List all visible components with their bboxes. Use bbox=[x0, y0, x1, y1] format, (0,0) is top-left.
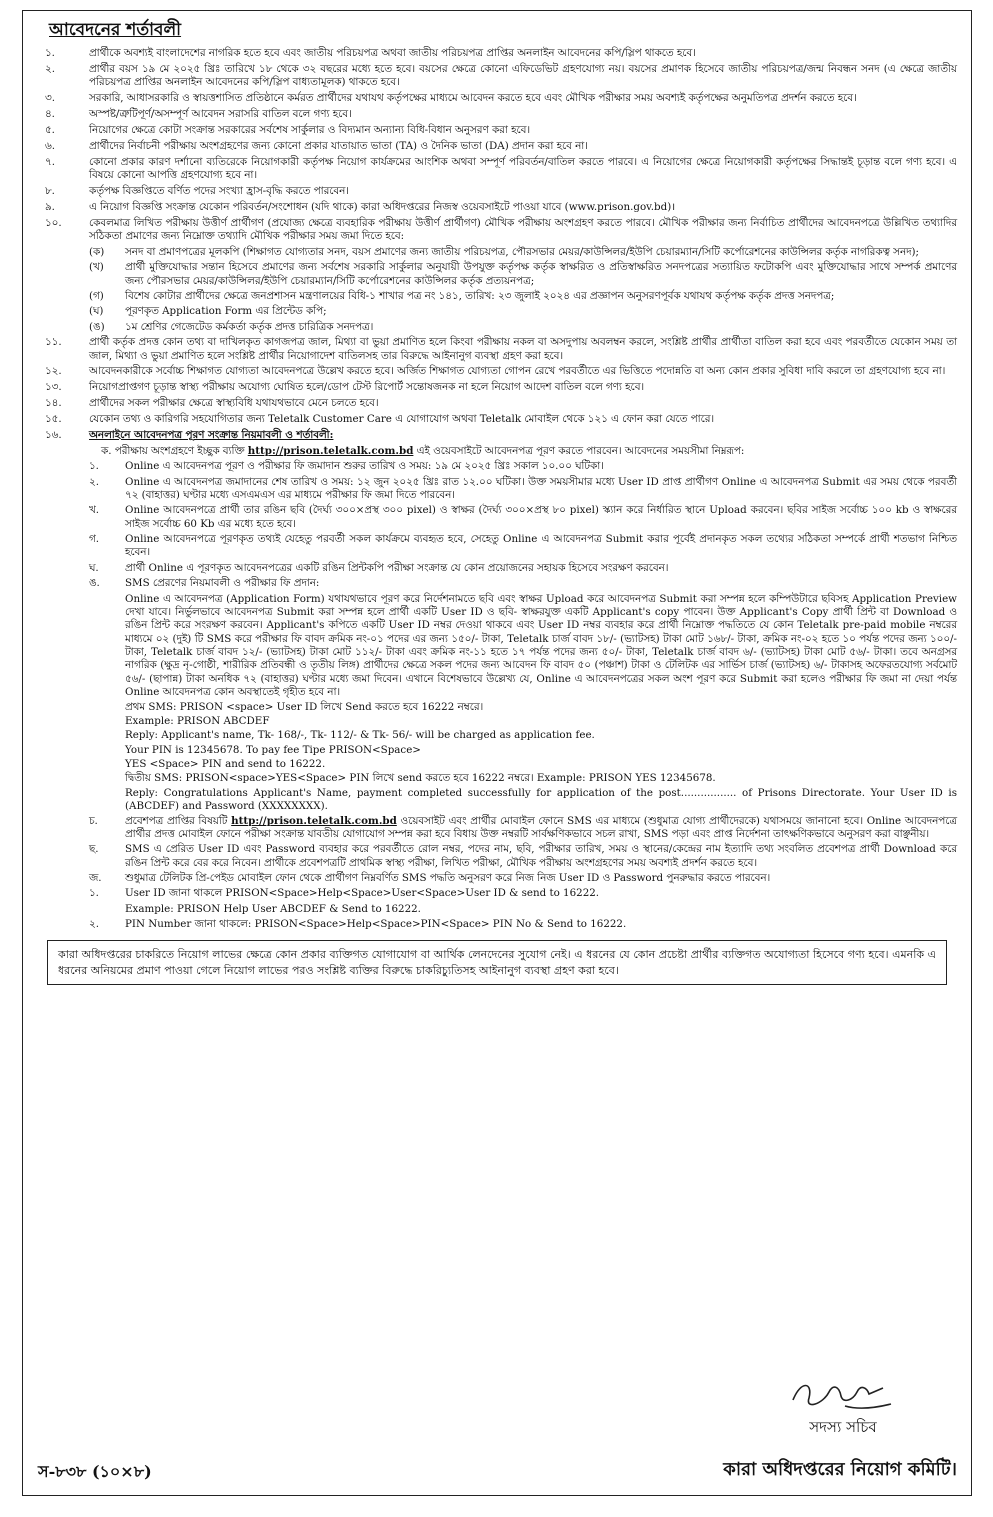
item-text: Online এ আবেদনপত্র জমাদানের শেষ তারিখ ও সময়: ১২ জুন ২০২৫ খ্রিঃ রাত ১২.০০ ঘটিকা। উক্ত সময়সীমার মধ্যে User ID প্রাপ্ত প্রার্থীগণ Online এ আবেদনপত্র Submit এর সময় থেকে পরবর্তী ৭২ (বাহাত্তর) ঘণ্টার মধ্যে এসএমএস এর মাধ্যমে পরীক্ষার ফি জমা দিতে পারবেন। bbox=[125, 475, 957, 501]
document-frame bbox=[22, 10, 972, 1496]
item-text: যেকোন তথ্য ও কারিগরি সহযোগিতার জন্য Teletalk Customer Care এ যোগাযোগ অথবা Teletalk মোবাইল থেকে ১২১ এ ফোন করা যেতে পারে। bbox=[89, 413, 715, 426]
sms-line: প্রথম SMS: PRISON <space> User ID লিখে Send করতে হবে 16222 নম্বরে। bbox=[125, 700, 484, 713]
chha-number: ছ. bbox=[89, 843, 99, 856]
sms-line: দ্বিতীয় SMS: PRISON<space>YES<Space> PIN লিখে send করতে হবে 16222 নম্বরে। Example: PRISON YES 12345678. bbox=[125, 772, 716, 785]
sms-paragraph: Online এ আবেদনপত্র (Application Form) যথাযথভাবে পূরণ করে নির্দেশনামতে ছবি এবং স্বাক্ষর Upload করে আবেদনপত্র Submit করা সম্পন্ন হলে কম্পিউটারে ছবিসহ Application Preview দেখা যাবে। নির্ভুলভাবে আবেদনপত্র Submit করা সম্পন্ন হলে প্রার্থী একটি User ID ও ছবি- স্বাক্ষরযুক্ত একটি Applicant's copy পাবেন। উক্ত Applicant's Copy প্রার্থী প্রিন্ট বা Download ও রঙিন প্রিন্ট করে সংরক্ষণ করবেন। Applicant's কপিতে একটি User ID নম্বর দেওয়া থাকবে এবং User ID নম্বর ব্যবহার করে প্রার্থী নিম্নোক্ত পদ্ধতিতে যে কোন Teletalk pre-paid mobile নম্বরের মাধ্যমে ০২ (দুই) টি SMS করে পরীক্ষার ফি বাবদ ক্রমিক নং-০১ পদের এর জন্য ১৫০/- টাকা, Teletalk চার্জ বাবদ ১৮/- (ভ্যাটসহ) টাকা মোট ১৬৮/- টাকা, ক্রমিক নং-০২ হতে ১০ পর্যন্ত পদের জন্য ১০০/- টাকা, Teletalk চার্জ বাবদ ১২/- (ভ্যাটসহ) টাকা মোট ১১২/- টাকা এবং ক্রমিক নং-১১ হতে ১৭ পর্যন্ত পদের জন্য ৫০/- টাকা, Teletalk চার্জ বাবদ ৬/- (ভ্যাটসহ) টাকা মোট ৫৬/- টাকা। তবে অনগ্রসর নাগরিক (ক্ষুদ্র নৃ-গোষ্ঠী, শারীরিক প্রতিবন্ধী ও তৃতীয় লিঙ্গ) প্রার্থীদের ক্ষেত্রে সকল পদের জন্য আবেদন ফি বাবদ ৫০ (পঞ্চাশ) টাকা ও টেলিটক এর সার্ভিস চার্জ (ভ্যাটসহ) ৬/- টাকাসহ অফেরতযোগ্য সর্বমোট ৫৬/- (ছাপান্ন) টাকা অনধিক ৭২ (বাহাত্তর) ঘণ্টার মধ্যে জমা দিবেন। এখানে বিশেষভাবে উল্লেখ্য যে, Online এ আবেদনপত্রের সকল অংশ পূরণ করে Submit করা হলেও পরীক্ষার ফি জমা না দেয়া পর্যন্ত Online আবেদনপত্র কোন অবস্থাতেই গৃহীত হবে না। bbox=[125, 592, 957, 699]
item-number: ঘ. bbox=[89, 561, 99, 574]
ja-number: জ. bbox=[89, 872, 102, 885]
sub-item bbox=[89, 504, 957, 531]
sub-item bbox=[89, 476, 957, 503]
item-number: খ. bbox=[89, 504, 100, 517]
recovery-list bbox=[37, 887, 957, 931]
item-number: (ক) bbox=[89, 245, 105, 258]
chha-text: SMS এ প্রেরিত User ID এবং Password ব্যবহার করে পরবর্তীতে রোল নম্বর, পদের নাম, ছবি, পরীক্ষার তারিখ, সময় ও স্থানের/কেন্দ্রের নাম ইত্যাদি তথ্য সংবলিত প্রবেশপত্র প্রার্থী Download করে রঙিন প্রিন্ট করে বের করে নিবেন। প্রার্থীকে প্রবেশপত্রটি প্রাথমিক স্বাস্থ্য পরীক্ষা, লিখিত পরীক্ষা, মৌখিক পরীক্ষায় অংশগ্রহণের সময় অবশ্যই প্রদর্শন করতে হবে। bbox=[125, 843, 957, 869]
condition-item bbox=[37, 92, 957, 105]
committee-name: কারা অধিদপ্তরের নিয়োগ কমিটি। bbox=[723, 1459, 957, 1480]
sms-line: Your PIN is 12345678. To pay fee Tipe PRISON<Space> bbox=[125, 743, 421, 756]
item-text: User ID জানা থাকলে PRISON<Space>Help<Space>User<Space>User ID & send to 16222. bbox=[125, 887, 600, 900]
item-text: SMS প্রেরণের নিয়মাবলী ও পরীক্ষার ফি প্রদান: bbox=[125, 577, 320, 590]
section-title: আবেদনের শর্তাবলী bbox=[49, 20, 182, 40]
condition-item bbox=[37, 413, 957, 426]
chha-item bbox=[89, 843, 957, 870]
item-number: ৮. bbox=[45, 184, 55, 197]
item-text: সরকারি, আধাসরকারি ও স্বায়ত্তশাসিত প্রতিষ্ঠানে কর্মরত প্রার্থীদের যথাযথ কর্তৃপক্ষের মাধ্যমে আবেদন করতে হবে এবং মৌখিক পরীক্ষার সময় অবশ্যই কর্তৃপক্ষের অনুমতিপত্র প্রদর্শন করতে হবে। bbox=[89, 92, 857, 105]
item-text: অস্পষ্ট/ত্রুটিপূর্ণ/অসম্পূর্ণ আবেদন সরাসরি বাতিল বলে গণ্য হবে। bbox=[89, 108, 352, 121]
item-number: ২. bbox=[89, 918, 99, 931]
item-number: ১৫. bbox=[45, 413, 62, 426]
item-text: Online আবেদনপত্রে প্রার্থী তার রঙিন ছবি (দৈর্ঘ্য ৩০০×প্রস্থ ৩০০ pixel) ও স্বাক্ষর (দৈর্ঘ্য ৩০০×প্রস্থ ৮০ pixel) স্ক্যান করে নির্ধারিত স্থানে Upload করবেন। ছবির সাইজ সর্বোচ্চ ১০০ kb ও স্বাক্ষরের সাইজ সর্বোচ্চ 60 Kb এর মধ্যে হতে হবে। bbox=[125, 504, 957, 530]
sub-item bbox=[89, 290, 957, 303]
condition-item bbox=[37, 108, 957, 121]
condition-item bbox=[37, 381, 957, 394]
condition-item bbox=[37, 140, 957, 153]
cha-text-post: ওয়েবসাইট এবং প্রার্থীর মোবাইল ফোনে SMS এর মাধ্যমে (শুধুমাত্র যোগ্য প্রার্থীদেরকে) যথাসময়ে জানানো হবে। Online আবেদনপত্রে প্রার্থীর প্রদত্ত মোবাইল ফোনে পরীক্ষা সংক্রান্ত যাবতীয় যোগাযোগ সম্পন্ন করা হবে বিধায় উক্ত নম্বরটি সার্বক্ষণিকভাবে সচল রাখা, SMS পড়া এবং প্রাপ্ত নির্দেশনা তাৎক্ষণিকভাবে অনুসরণ করা বাঞ্ছনীয়। bbox=[125, 814, 958, 840]
item-number: ১. bbox=[89, 460, 99, 473]
condition-item bbox=[37, 47, 957, 60]
item-text: PIN Number জানা থাকলে: PRISON<Space>Help<Space>PIN<Space> PIN No & Send to 16222. bbox=[125, 918, 627, 931]
item-number: ২. bbox=[45, 62, 55, 75]
ad-code: স-৮৩৮ (১০×৮) bbox=[38, 1462, 152, 1481]
cha-number: চ. bbox=[89, 814, 98, 827]
condition-item bbox=[37, 185, 957, 198]
ka-text-post: এই ওয়েবসাইটে আবেদনপত্র পূরণ করতে পারবেন। আবেদনের সময়সীমা নিম্নরূপ: bbox=[413, 444, 745, 457]
sub-item bbox=[89, 321, 957, 334]
signature-icon bbox=[783, 1370, 903, 1416]
sub-item bbox=[89, 577, 957, 590]
item-text: প্রার্থীকে অবশ্যই বাংলাদেশের নাগরিক হতে হবে এবং জাতীয় পরিচয়পত্র অথবা জাতীয় পরিচয়পত্র প্রাপ্তির অনলাইন আবেদনের কপি/স্লিপ থাকতে হবে। bbox=[89, 47, 696, 60]
sms-line: Reply: Applicant's name, Tk- 168/-, Tk- 112/- & Tk- 56/- will be charged as application fee. bbox=[125, 729, 595, 742]
item-number: ১২. bbox=[45, 365, 62, 378]
item-text: সনদ বা প্রমাণপত্রের মূলকপি (শিক্ষাগত যোগ্যতার সনদ, বয়স প্রমাণের জন্য জাতীয় পরিচয়পত্র, পৌরসভার মেয়র/কাউন্সিলর/ইউপি চেয়ারম্যান/সিটি কর্পোরেশনের কাউন্সিলর কর্তৃক নাগরিকত্ব সনদ); bbox=[125, 245, 919, 258]
sub-item bbox=[89, 533, 957, 560]
item-number: ১. bbox=[89, 887, 99, 900]
item-number: ১১. bbox=[45, 336, 62, 349]
sub-item bbox=[89, 305, 957, 318]
item-number: গ. bbox=[89, 533, 100, 546]
item-text: পূরণকৃত Application Form এর প্রিন্টেড কপি; bbox=[125, 305, 327, 318]
item-text: প্রার্থী মুক্তিযোদ্ধার সন্তান হিসেবে প্রমাণের জন্য সর্বশেষ সরকারি সার্কুলার অনুযায়ী উপযুক্ত কর্তৃপক্ষ কর্তৃক স্বাক্ষরিত ও প্রতিস্বাক্ষরিত সনদপত্রের সত্যায়িত ফটোকপি এবং মুক্তিযোদ্ধার সাথে সম্পর্ক প্রমাণের জন্য পৌরসভার মেয়র/কাউন্সিলর/ইউপি চেয়ারম্যান/সিটি কর্পোরেশনের কাউন্সিলর কর্তৃক প্রত্যয়নপত্র; bbox=[125, 261, 957, 287]
condition-item bbox=[37, 63, 957, 90]
warning-notice-box: কারা অধিদপ্তরের চাকরিতে নিয়োগ লাভের ক্ষেত্রে কোন প্রকার ব্যক্তিগত যোগাযোগ বা আর্থিক লেনদেনের সুযোগ নেই। এ ধরনের যে কোন প্রচেষ্টা প্রার্থীর ব্যক্তিগত অযোগ্যতা হিসেবে গণ্য হবে। এমনকি এ ধরনের অনিয়মের প্রমাণ পাওয়া গেলে নিয়োগ লাভের পরও সংশ্লিষ্ট ব্যক্তির বিরুদ্ধে চাকরিচ্যুতিসহ আইনানুগ ব্যবস্থা গ্রহণ করা হবে। bbox=[47, 940, 947, 986]
condition-item bbox=[37, 201, 957, 214]
item-number: ৫. bbox=[45, 123, 55, 136]
item-number: ১৪. bbox=[45, 397, 62, 410]
item-text: বিশেষ কোটার প্রার্থীদের ক্ষেত্রে জনপ্রশাসন মন্ত্রণালয়ের বিধি-১ শাখার পত্র নং ১৪১, তারিখ: ২৩ জুলাই ২০২৪ এর প্রজ্ঞাপন অনুসরণপূর্বক যথাযথ কর্তৃপক্ষ কর্তৃক প্রদত্ত সনদপত্র; bbox=[125, 290, 835, 303]
item-text: প্রার্থী Online এ পূরণকৃত আবেদনপত্রের একটি রঙিন প্রিন্টকপি পরীক্ষা সংক্রান্ত যে কোন প্রয়োজনের সহায়ক হিসেবে সংরক্ষণ করবেন। bbox=[125, 561, 669, 574]
item-number: (ঙ) bbox=[89, 320, 105, 333]
sms-line: YES <Space> PIN and send to 16222. bbox=[125, 758, 326, 771]
item-number: ৪. bbox=[45, 108, 55, 121]
item-number: ১৬. bbox=[45, 428, 62, 441]
cha-text-pre: প্রবেশপত্র প্রাপ্তির বিষয়টি bbox=[125, 814, 232, 827]
condition-item bbox=[37, 336, 957, 363]
item-text: প্রার্থীদের নির্বাচনী পরীক্ষায় অংশগ্রহণের জন্য কোনো প্রকার যাতায়াত ভাতা (TA) ও দৈনিক ভাতা (DA) প্রদান করা হবে না। bbox=[89, 139, 588, 152]
item-text: Online এ আবেদনপত্র পূরণ ও পরীক্ষার ফি জমাদান শুরুর তারিখ ও সময়: ১৯ মে ২০২৫ খ্রিঃ সকাল ১০.০০ ঘটিকা। bbox=[125, 460, 604, 473]
condition-item bbox=[37, 397, 957, 410]
sub-item bbox=[89, 903, 957, 916]
signature-block bbox=[733, 1370, 953, 1438]
item-number: ৩. bbox=[45, 92, 55, 105]
sub-item bbox=[89, 562, 957, 575]
item-text: প্রার্থীর বয়স ১৯ মে ২০২৫ খ্রিঃ তারিখে ১৮ থেকে ৩২ বছরের মধ্যে হতে হবে। বয়সের ক্ষেত্রে কোনো এফিডেভিট গ্রহণযোগ্য নয়। বয়সের প্রমাণক হিসেবে জাতীয় পরিচয়পত্র/জন্ম নিবন্ধন সনদ (এ ক্ষেত্রে জাতীয় পরিচয়পত্র প্রাপ্তির অনলাইন আবেদনের কপি/স্লিপ বাধ্যতামূলক) থাকতে হবে। bbox=[89, 62, 957, 89]
item-number: ২. bbox=[89, 475, 99, 488]
condition-item bbox=[37, 156, 957, 183]
item-text: কর্তৃপক্ষ বিজ্ঞপ্তিতে বর্ণিত পদের সংখ্যা হ্রাস-বৃদ্ধি করতে পারবেন। bbox=[89, 184, 349, 197]
item-text: Online আবেদনপত্রে পূরণকৃত তথ্যই যেহেতু পরবর্তী সকল কার্যক্রমে ব্যবহৃত হবে, সেহেতু Online এ আবেদনপত্র Submit করার পূর্বেই প্রদানকৃত সকল তথ্যের সঠিকতা সম্পর্কে প্রার্থী শতভাগ নিশ্চিত হবেন। bbox=[125, 533, 957, 559]
item-number: (গ) bbox=[89, 290, 104, 303]
online-ka-line bbox=[101, 445, 957, 458]
item-text: প্রার্থী কর্তৃক প্রদত্ত কোন তথ্য বা দাখিলকৃত কাগজপত্র জাল, মিথ্যা বা ভুয়া প্রমাণিত হলে কিংবা পরীক্ষায় নকল বা অসদুপায় অবলম্বন করলে, সংশ্লিষ্ট প্রার্থীর প্রার্থীতা বাতিল করা হবে এবং পরবর্তীতে যেকোন সময় তা জাল, মিথ্যা ও ভুয়া প্রমাণিত হলে সংশ্লিষ্ট প্রার্থীর নিয়োগাদেশ বাতিলসহ তার বিরুদ্ধে আইনানুগ ব্যবস্থা গ্রহণ করা হবে। bbox=[89, 336, 957, 362]
sms-line: Example: PRISON ABCDEF bbox=[125, 714, 270, 727]
item-number: (খ) bbox=[89, 261, 104, 274]
sub-item bbox=[89, 261, 957, 288]
item-16-sublist bbox=[37, 460, 957, 590]
condition-item bbox=[37, 124, 957, 137]
teletalk-link[interactable]: http://prison.teletalk.com.bd bbox=[247, 444, 414, 457]
sub-item bbox=[89, 246, 957, 259]
item-text: Example: PRISON Help User ABCDEF & Send to 16222. bbox=[125, 902, 421, 915]
conditions-list-continued bbox=[37, 336, 957, 426]
sub-item bbox=[89, 918, 957, 931]
condition-item bbox=[37, 365, 957, 378]
sub-item bbox=[89, 460, 957, 473]
condition-item bbox=[37, 217, 957, 244]
item-number: ৬. bbox=[45, 139, 55, 152]
item-number: ঙ. bbox=[89, 577, 100, 590]
ja-item bbox=[89, 872, 957, 885]
ja-text: শুধুমাত্র টেলিটক প্রি-পেইড মোবাইল ফোন থেকে প্রার্থীগণ নিম্নবর্ণিত SMS পদ্ধতি অনুসরণ করে নিজ নিজ User ID ও Password পুনরুদ্ধার করতে পারবেন। bbox=[125, 872, 771, 885]
teletalk-link-2[interactable]: http://prison.teletalk.com.bd bbox=[231, 814, 397, 827]
conditions-list bbox=[37, 47, 957, 243]
item-number: ৯. bbox=[45, 200, 55, 213]
condition-item-16 bbox=[37, 429, 957, 442]
item-text: আবেদনকারীকে সর্বোচ্চ শিক্ষাগত যোগ্যতা আবেদনপত্রে উল্লেখ করতে হবে। অর্জিত শিক্ষাগত যোগ্যতা গোপন রেখে পরবর্তীতে এর ভিত্তিতে পদোন্নতি বা অন্য কোন প্রকার সুবিধা দাবি করলে তা গ্রহণযোগ্য হবে না। bbox=[89, 365, 946, 378]
item-text: এ নিয়োগ বিজ্ঞপ্তি সংক্রান্ত যেকোন পরিবর্তন/সংশোধন (যদি থাকে) কারা অধিদপ্তরের নিজস্ব ওয়েবসাইটে পাওয়া যাবে (www.prison.gov.bd)। bbox=[89, 200, 676, 213]
cha-item bbox=[89, 815, 957, 842]
ka-text-pre: ক. পরীক্ষায় অংশগ্রহণে ইচ্ছুক ব্যক্তি bbox=[101, 444, 248, 457]
item-number: ১. bbox=[45, 47, 55, 60]
item-number: ১০. bbox=[45, 216, 62, 229]
item-text: কেবলমাত্র লিখিত পরীক্ষায় উত্তীর্ণ প্রার্থীগণ (প্রযোজ্য ক্ষেত্রে ব্যবহারিক পরীক্ষায় উত্তীর্ণ প্রার্থীগণ) মৌখিক পরীক্ষায় অংশগ্রহণ করতে পারবে। মৌখিক পরীক্ষার জন্য নির্বাচিত প্রার্থীদের আবেদনপত্রে উল্লিখিত তথ্যাদির সঠিকতা প্রমাণের জন্য নিম্নোক্ত তথ্যাদি মৌখিক পরীক্ষার সময় জমা দিতে হবে: bbox=[89, 216, 957, 243]
item-text: প্রার্থীদের সকল পরীক্ষার ক্ষেত্রে স্বাস্থ্যবিধি যথাযথভাবে মেনে চলতে হবে। bbox=[89, 397, 379, 410]
item-number: (ঘ) bbox=[89, 305, 104, 318]
item-number: ১৩. bbox=[45, 381, 62, 394]
item-text: কোনো প্রকার কারণ দর্শানো ব্যতিরেকে নিয়োগকারী কর্তৃপক্ষ নিয়োগ কার্যক্রমের আংশিক অথবা সম্পূর্ণ পরিবর্তন/বাতিল করতে পারবে। এ নিয়োগের ক্ষেত্রে নিয়োগকারী কর্তৃপক্ষের সিদ্ধান্তই চূড়ান্ত বলে গণ্য হবে। এ বিষয়ে কোনো আপত্তি গ্রহণযোগ্য হবে না। bbox=[89, 155, 957, 182]
item-text: নিয়োগপ্রাপ্তগণ চূড়ান্ত স্বাস্থ্য পরীক্ষায় অযোগ্য ঘোষিত হলে/ডোপ টেস্ট রিপোর্ট সন্তোষজনক না হলে নিয়োগ আদেশ বাতিল বলে গণ্য হবে। bbox=[89, 381, 645, 394]
item-10-sublist bbox=[37, 246, 957, 334]
sub-item bbox=[89, 887, 957, 900]
item-text: নিয়োগের ক্ষেত্রে কোটা সংক্রান্ত সরকারের সর্বশেষ সার্কুলার ও বিদ্যমান অন্যান্য বিধি-বিধান অনুসরণ করা হবে। bbox=[89, 123, 531, 136]
item-text: ১ম শ্রেণির গেজেটেড কর্মকর্তা কর্তৃক প্রদত্ত চারিত্রিক সনদপত্র। bbox=[125, 320, 374, 333]
item-number: ৭. bbox=[45, 155, 55, 168]
sms-line: Reply: Congratulations Applicant's Name, payment completed successfully for application of the post................. of Prisons Directorate. Your User ID is (ABCDEF) and Password (XXXXXXXX). bbox=[125, 786, 957, 813]
sms-lines bbox=[37, 701, 957, 814]
online-rules-heading: অনলাইনে আবেদনপত্র পূরণ সংক্রান্ত নিয়মাবলী ও শর্তাবলী: bbox=[89, 428, 334, 441]
signatory-designation: সদস্য সচিব bbox=[809, 1418, 877, 1436]
item-number bbox=[89, 903, 125, 916]
